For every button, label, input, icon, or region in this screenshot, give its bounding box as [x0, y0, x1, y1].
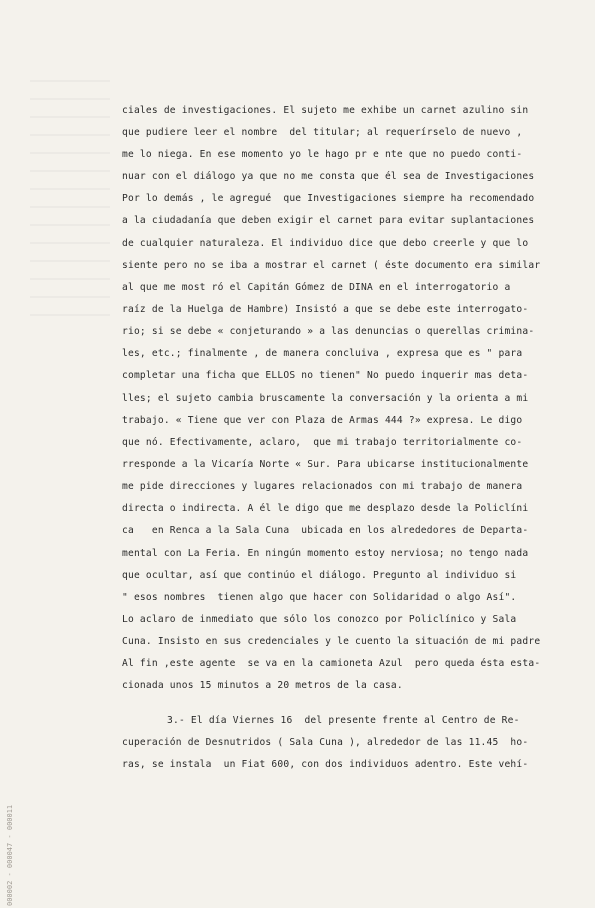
text-line: que ocultar, así que continúo el diálogo. Pregunto al individuo si: [122, 570, 517, 581]
text-line: raíz de la Huelga de Hambre) Insistó a que se debe este interrogato-: [122, 304, 529, 315]
archive-stamp: [6, 804, 26, 908]
text-line: " esos nombres tienen algo que hacer con Solidaridad o algo Así".: [122, 592, 517, 603]
text-line: al que me most ró el Capitán Gómez de DINA en el interrogatorio a: [122, 282, 511, 293]
text-line: ca en Renca a la Sala Cuna ubicada en los alrededores de Departa-: [122, 525, 529, 536]
bleed-through-marks: [30, 80, 110, 330]
text-line: Al fin ,este agente se va en la camioneta Azul pero queda ésta esta-: [122, 658, 541, 669]
text-line: nuar con el diálogo ya que no me consta que él sea de Investigaciones: [122, 171, 535, 182]
text-line: que pudiere leer el nombre del titular; al requerírselo de nuevo ,: [122, 127, 523, 138]
paragraph-3-line: 3.- El día Viernes 16 del presente frente al Centro de Re-: [167, 715, 520, 726]
text-line: lles; el sujeto cambia bruscamente la conversación y la orienta a mi: [122, 393, 529, 404]
paragraph-3-line: ras, se instala un Fiat 600, con dos individuos adentro. Este vehí-: [122, 759, 529, 770]
text-line: trabajo. « Tiene que ver con Plaza de Armas 444 ?» expresa. Le digo: [122, 415, 523, 426]
text-line: ciales de investigaciones. El sujeto me exhibe un carnet azulino sin: [122, 105, 529, 116]
text-line: mental con La Feria. En ningún momento estoy nerviosa; no tengo nada: [122, 548, 529, 559]
text-line: rresponde a la Vicaría Norte « Sur. Para ubicarse institucionalmente: [122, 459, 529, 470]
text-line: cionada unos 15 minutos a 20 metros de la casa.: [122, 680, 403, 691]
text-line: Cuna. Insisto en sus credenciales y le cuento la situación de mi padre: [122, 636, 541, 647]
text-line: rio; si se debe « conjeturando » a las denuncias o querellas crimina-: [122, 326, 535, 337]
text-line: directa o indirecta. A él le digo que me desplazo desde la Policlíni: [122, 503, 529, 514]
text-line: me pide direcciones y lugares relacionados con mi trabajo de manera: [122, 481, 523, 492]
text-line: Por lo demás , le agregué que Investigaciones siempre ha recomendado: [122, 193, 535, 204]
text-line: Lo aclaro de inmediato que sólo los conozco por Policlínico y Sala: [122, 614, 517, 625]
archive-stamp-text: 000002 - 000047 - 000011: [6, 804, 14, 906]
text-line: les, etc.; finalmente , de manera concluiva , expresa que es " para: [122, 348, 523, 359]
text-line: siente pero no se iba a mostrar el carnet ( éste documento era similar: [122, 260, 541, 271]
paragraph-3-line: cuperación de Desnutridos ( Sala Cuna ), alrededor de las 11.45 ho-: [122, 737, 529, 748]
text-line: me lo niega. En ese momento yo le hago pr e nte que no puedo conti-: [122, 149, 523, 160]
text-line: a la ciudadanía que deben exigir el carnet para evitar suplantaciones: [122, 215, 535, 226]
text-line: completar una ficha que ELLOS no tienen" No puedo inquerir mas deta-: [122, 370, 529, 381]
text-line: de cualquier naturaleza. El individuo dice que debo creerle y que lo: [122, 238, 529, 249]
text-line: que nó. Efectivamente, aclaro, que mi trabajo territorialmente co-: [122, 437, 523, 448]
